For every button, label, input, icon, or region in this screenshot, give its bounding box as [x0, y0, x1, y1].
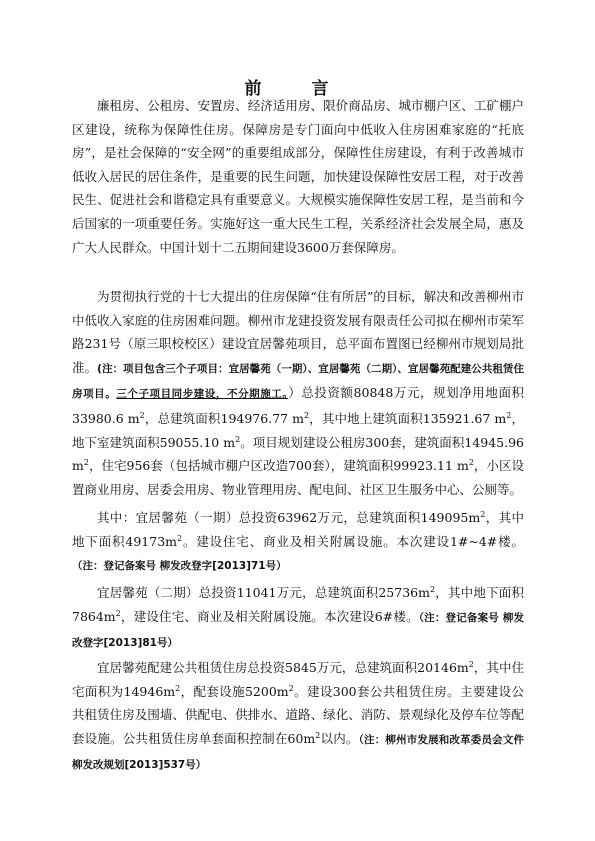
superscript: 2 [177, 533, 183, 543]
project-note-underlined: 三个子项目同步建设，不分期施工。 [116, 388, 289, 401]
text-segment: 。项目规划建设公租房300套，建筑面积14945.96 m [72, 434, 524, 474]
text-segment: 宜居馨苑配建公共租赁住房总投资5845万元，总建筑面积20146m [97, 660, 469, 675]
paragraph-phase-two [72, 581, 524, 656]
text-segment: 宜居馨苑（二期）总投资11041万元，总建筑面积25736m [97, 585, 430, 600]
text-segment: 其中：宜居馨苑（一期）总投资63962万元，总建筑面积149095m [97, 510, 481, 525]
superscript: 2 [468, 659, 474, 669]
superscript: 2 [83, 458, 89, 467]
superscript: 2 [235, 434, 241, 444]
superscript: 2 [480, 509, 486, 519]
project-note: (注：项目包含三个子项目：宜居馨苑（一期）、宜居馨苑（二期）、宜居馨苑配建公共租赁住房项目。 [72, 362, 524, 401]
text-segment: ，配套设施5200m [180, 683, 289, 699]
text-segment: ，建设住宅、商业及相关附属设施。本次建设6#楼。 [120, 608, 419, 624]
superscript: 2 [304, 410, 310, 420]
text-segment: 。建设住宅、商业及相关附属设施。本次建设1#~4#楼。 [182, 533, 525, 549]
paragraph-intro: 廉租房、公租房、安置房、经济适用房、限价商品房、城市棚户区、工矿棚户区建设，统称为保障性住房。保障房是专门面向中低收入住房困难家庭的“托底房”，是社会保障的“安全网”的重要组成部分，保障性住房建设，有利于改善城市低收入居民的居住条件，是重要的民生问题，加快建设保障性安居工程，对于改善民生、促进社会和谐稳定具有重要意义。大规模实施保障性安居工程，是当前和今后国家的一项重要任务。实施好这一重大民生工程，关系经济社会发展全局，惠及广大人民群众。中国计划十二五期间建设3600万套保障房。 [72, 98, 524, 255]
text-segment: ，地下室建筑面积59055.10 m [72, 410, 524, 450]
registration-note: （注：登记备案号 柳发改登字[2013]81号） [72, 611, 525, 650]
superscript: 2 [175, 683, 181, 693]
superscript: 2 [315, 730, 321, 740]
superscript: 2 [139, 410, 145, 420]
text-segment: ，住宅956套（包括城市棚户区改造700套），建筑面积99923.11 m [88, 458, 469, 474]
text-segment: ，总建筑面积194976.77 m [144, 410, 305, 426]
paragraph-phase-one [72, 506, 524, 579]
text-segment: 为贯彻执行党的十七大提出的住房保障“住有所居”的目标，解决和改善柳州市中低收入家庭的住房困难问题。柳州市龙建投资发展有限责任公司拟在柳州市荣军路231号（原三职校校区）建设宜居馨苑项目，总平面布置图已经柳州市规划局批准。 [72, 289, 524, 375]
text-segment: 以内。 [320, 730, 359, 746]
text-segment: ，小区设置商业用房、居委会用房、物业管理用房、配电间、社区卫生服务中心、公厕等。 [72, 458, 524, 497]
superscript: 2 [429, 584, 436, 594]
text-segment: ，其中住宅面积为14946m [72, 660, 524, 699]
text-segment: ，其中地上建筑面积135921.67 m [309, 410, 507, 426]
superscript: 2 [288, 683, 294, 693]
superscript: 2 [468, 458, 474, 467]
paragraph-project [72, 285, 524, 501]
document-note: （注：柳州市发展和改革委员会文件柳发改规划[2013]537号） [72, 733, 524, 772]
paragraph-public-rental [72, 656, 524, 778]
text-segment: ）总投资额80848万元，规划净用地面积33980.6 m [72, 385, 525, 426]
superscript: 2 [115, 608, 121, 618]
text-segment: 。建设300套公共租赁住房。主要建设公共租赁住房及围墙、供配电、供排水、道路、绿化、消防、景观绿化及停车位等配套设施。公共租赁住房单套面积控制在60m [72, 683, 524, 746]
text-segment: ，其中地下面积49173m [72, 510, 524, 549]
superscript: 2 [506, 410, 512, 420]
page-title: 前 言 [244, 79, 351, 99]
text-segment: ，其中地下面积7864m [72, 585, 524, 624]
registration-note: （注：登记备案号 柳发改登字[2013]71号） [72, 560, 287, 573]
